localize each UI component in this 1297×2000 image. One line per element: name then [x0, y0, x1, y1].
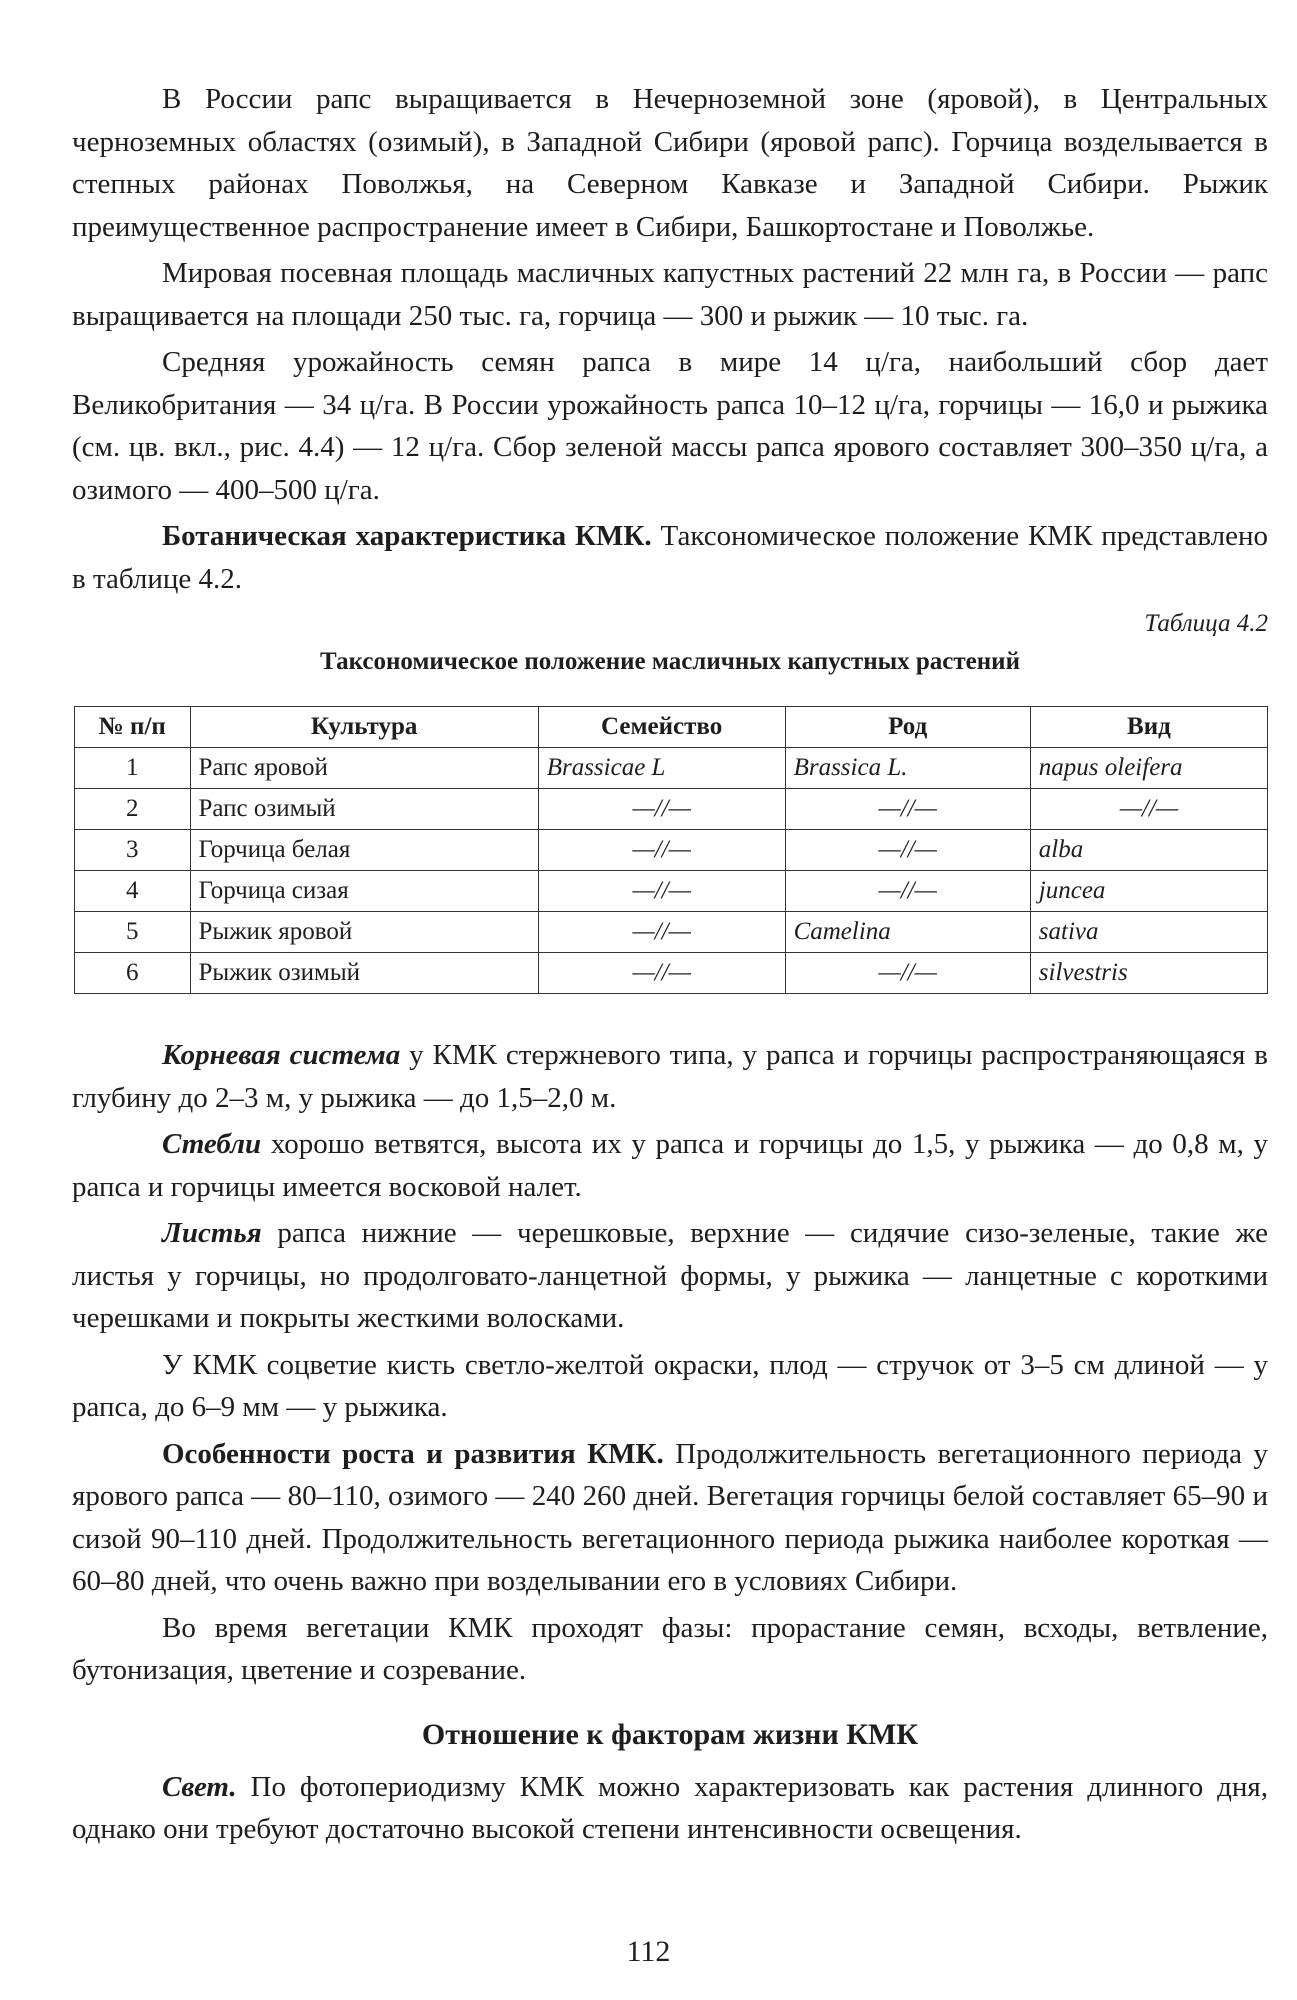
page-content	[72, 78, 1268, 1851]
header-crop: Культура	[190, 707, 538, 748]
taxonomy-table	[74, 706, 1268, 994]
cell-family: Brassicae L	[538, 748, 785, 789]
cell-number: 1	[75, 748, 191, 789]
table-row	[75, 830, 1268, 871]
growth-text: Продолжительность вегетационного периода у ярового рапса — 80–110, озимого — 240 260 дней. Вегетация горчицы белой составляет 65–90 и сизой 90–110 дней. Продолжительность вегетационного периода рыжика наиболее короткая — 60–80 дней, что очень важно при возделывании его в условиях Сибири.	[72, 1437, 1268, 1597]
table-row	[75, 953, 1268, 994]
paragraph-area: Мировая посевная площадь масличных капустных растений 22 млн га, в России — рапс выращивается на площади 250 тыс. га, горчица — 300 и рыжик — 10 тыс. га.	[72, 257, 1268, 332]
header-species: Вид	[1030, 707, 1267, 748]
stems-heading: Стебли	[162, 1128, 262, 1160]
light-text: По фотопериодизму КМК можно характеризовать как растения длинного дня, однако они требуют достаточно высокой степени интенсивности освещения.	[72, 1770, 1268, 1845]
cell-family: —//—	[538, 912, 785, 953]
table-row	[75, 789, 1268, 830]
cell-number: 2	[75, 789, 191, 830]
cell-species: sativa	[1030, 912, 1267, 953]
paragraph-inflorescence: У КМК соцветие кисть светло-желтой окраски, плод — стручок от 3–5 см длиной — у рапса, до 6–9 мм — у рыжика.	[72, 1348, 1268, 1423]
root-system-text: у КМК стержневого типа, у рапса и горчицы распространяющаяся в глубину до 2–3 м, у рыжика — до 1,5–2,0 м.	[72, 1039, 1268, 1114]
cell-number: 5	[75, 912, 191, 953]
table-header-row	[75, 707, 1268, 748]
header-family: Семейство	[538, 707, 785, 748]
botanical-text: Таксономическое положение КМК представлено в таблице 4.2.	[72, 520, 1268, 595]
cell-genus: —//—	[785, 789, 1030, 830]
header-number: № п/п	[75, 707, 191, 748]
paragraph-leaves	[72, 1212, 1268, 1340]
cell-species: napus oleifera	[1030, 748, 1267, 789]
cell-number: 4	[75, 871, 191, 912]
cell-species: silvestris	[1030, 953, 1267, 994]
cell-crop: Рыжик яровой	[190, 912, 538, 953]
cell-genus: —//—	[785, 830, 1030, 871]
cell-family: —//—	[538, 953, 785, 994]
cell-genus: Brassica L.	[785, 748, 1030, 789]
botanical-heading: Ботаническая характеристика КМК.	[162, 520, 652, 552]
paragraph-botanical	[72, 515, 1268, 600]
cell-crop: Горчица сизая	[190, 871, 538, 912]
cell-family: —//—	[538, 830, 785, 871]
cell-genus: Camelina	[785, 912, 1030, 953]
cell-family: —//—	[538, 871, 785, 912]
table-row	[75, 871, 1268, 912]
paragraph-growth	[72, 1433, 1268, 1603]
table-label: Таблица 4.2	[1144, 610, 1268, 637]
cell-crop: Рыжик озимый	[190, 953, 538, 994]
paragraph-distribution: В России рапс выращивается в Нечерноземной зоне (яровой), в Центральных черноземных областях (озимый), в Западной Сибири (яровой рапс). Горчица возделывается в степных районах Поволжья, на Северном Кавказе и Западной Сибири. Рыжик преимущественное распространение имеет в Сибири, Башкортостане и Поволжье.	[72, 83, 1268, 243]
paragraph-root-system	[72, 1034, 1268, 1119]
stems-text: хорошо ветвятся, высота их у рапса и горчицы до 1,5, у рыжика — до 0,8 м, у рапса и горчицы имеется восковой налет.	[72, 1128, 1268, 1203]
cell-crop: Горчица белая	[190, 830, 538, 871]
cell-genus: —//—	[785, 953, 1030, 994]
paragraph-stems	[72, 1123, 1268, 1208]
leaves-heading: Листья	[162, 1217, 262, 1249]
cell-family: —//—	[538, 789, 785, 830]
growth-heading: Особенности роста и развития КМК.	[162, 1437, 664, 1470]
table-row	[75, 748, 1268, 789]
cell-species: alba	[1030, 830, 1267, 871]
cell-species: juncea	[1030, 871, 1267, 912]
cell-species: —//—	[1030, 789, 1267, 830]
table-title: Таксономическое положение масличных капустных растений	[320, 648, 1020, 675]
header-genus: Род	[785, 707, 1030, 748]
page-number: 112	[626, 1935, 671, 1968]
cell-number: 3	[75, 830, 191, 871]
cell-crop: Рапс яровой	[190, 748, 538, 789]
section-heading: Отношение к факторам жизни КМК	[421, 1717, 919, 1751]
root-system-heading: Корневая система	[162, 1039, 401, 1071]
cell-number: 6	[75, 953, 191, 994]
light-heading: Свет.	[162, 1770, 237, 1803]
cell-genus: —//—	[785, 871, 1030, 912]
paragraph-light	[72, 1766, 1268, 1851]
paragraph-yield: Средняя урожайность семян рапса в мире 14 ц/га, наибольший сбор дает Великобритания — 34 ц/га. В России урожайность рапса 10–12 ц/га, горчицы — 16,0 и рыжика (см. цв. вкл., рис. 4.4) — 12 ц/га. Сбор зеленой массы рапса ярового составляет 300–350 ц/га, а озимого — 400–500 ц/га.	[72, 346, 1268, 506]
leaves-text: рапса нижние — черешковые, верхние — сидячие сизо-зеленые, такие же листья у горчицы, но продолговато-ланцетной формы, у рыжика — ланцетные с короткими черешками и покрыты жесткими волосками.	[72, 1217, 1268, 1334]
table-row	[75, 912, 1268, 953]
paragraph-phases: Во время вегетации КМК проходят фазы: прорастание семян, всходы, ветвление, бутонизация, цветение и созревание.	[72, 1611, 1268, 1686]
cell-crop: Рапс озимый	[190, 789, 538, 830]
